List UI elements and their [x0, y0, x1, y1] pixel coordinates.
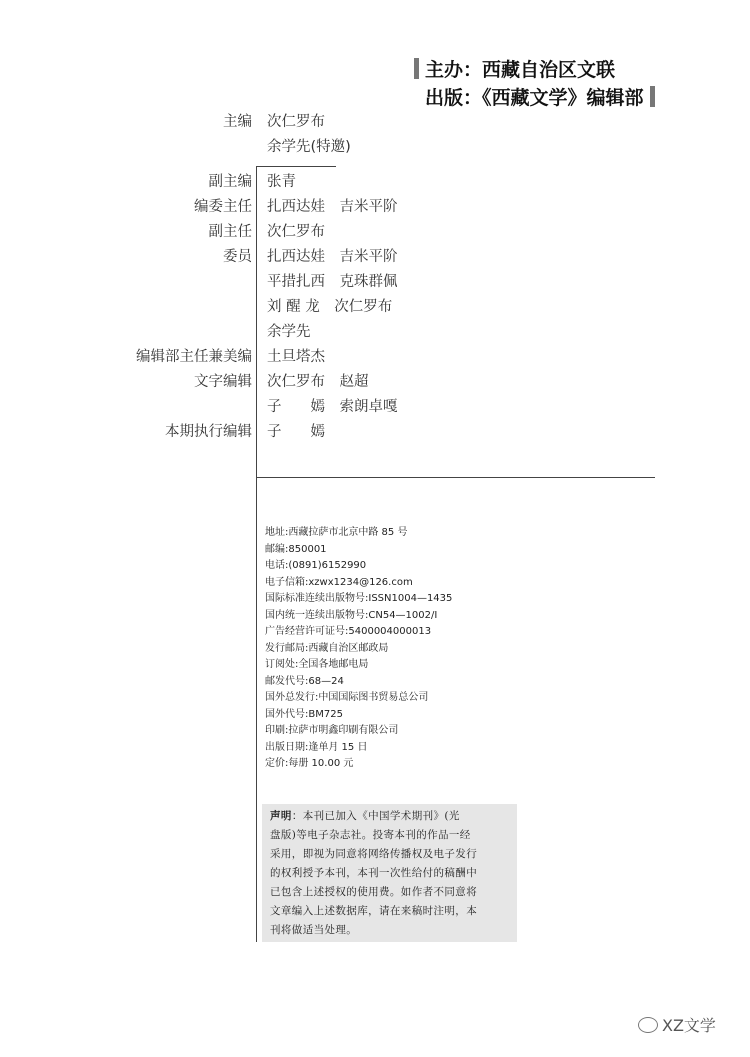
organizer-line: 主办：西藏自治区文联: [414, 56, 655, 84]
info-phone: 电话:(0891)6152990: [265, 560, 367, 571]
right-bar: [650, 86, 655, 107]
info-email: 电子信箱:xzwx1234@126.com: [265, 576, 413, 588]
left-bar: [414, 58, 419, 79]
copyright-notice: 声明：本刊已加入《中国学术期刊》(光 盘版)等电子杂志社。投寄本刊的作品一经 采用，即视为同意将网络传播权及电子发行 的权利授予本刊，本刊一次性给付的稿酬中 已包含上述授权的使用费。如作者不同意将 文章编入上述数据库，请在来稿时注明，本 刊将做适当处理。: [262, 804, 517, 942]
info-printer: 印刷:拉萨市明鑫印刷有限公司: [265, 725, 399, 736]
horizontal-rule: [256, 477, 655, 478]
info-pub-date: 出版日期:逢单月 15 日: [265, 741, 368, 753]
publication-info: [265, 525, 452, 773]
wechat-icon: [638, 1017, 658, 1033]
vertical-rule: [256, 166, 257, 942]
info-address: 地址:西藏拉萨市北京中路 85 号: [265, 527, 408, 538]
publisher-line: 出版：《西藏文学》编辑部: [414, 84, 655, 112]
info-postcode: 邮编:850001: [265, 543, 327, 555]
watermark: XZ文学: [638, 1013, 716, 1036]
info-ad-license: 广告经营许可证号:5400004000013: [265, 626, 432, 637]
info-issn: 国际标准连续出版物号:ISSN1004—1435: [265, 593, 453, 604]
notice-title: 声明: [270, 810, 292, 822]
info-cn: 国内统一连续出版物号:CN54—1002/I: [265, 609, 438, 621]
info-foreign-code: 国外代号:BM725: [265, 708, 343, 720]
info-subscription: 订阅处:全国各地邮电局: [265, 659, 369, 670]
info-postal-code: 邮发代号:68—24: [265, 675, 344, 687]
info-foreign-distributor: 国外总发行:中国国际图书贸易总公司: [265, 692, 429, 703]
info-distribution-post: 发行邮局:西藏自治区邮政局: [265, 642, 389, 654]
masthead: [414, 56, 655, 112]
info-price: 定价:每册 10.00 元: [265, 758, 354, 769]
short-horizontal-rule: [256, 166, 336, 167]
